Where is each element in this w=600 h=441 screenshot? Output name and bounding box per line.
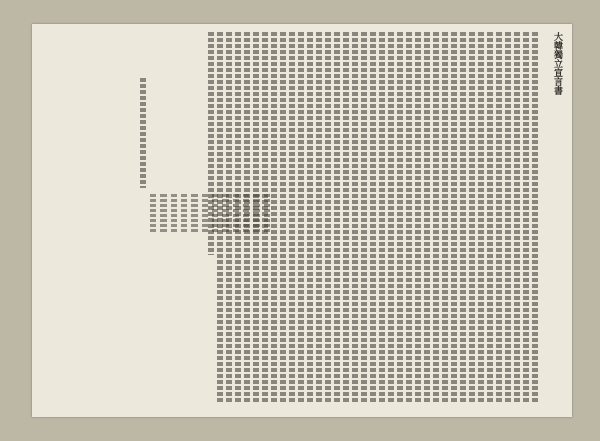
text-column [388,32,394,404]
text-column [298,32,304,404]
text-column [415,32,421,404]
text-column [505,32,511,404]
text-column [334,32,340,404]
text-column [496,32,502,404]
text-column [352,32,358,404]
text-column [478,32,484,404]
text-column [316,32,322,404]
text-column [361,32,367,404]
text-column [532,32,538,404]
text-column [460,32,466,404]
text-column [433,32,439,404]
text-column [343,32,349,404]
text-column [379,32,385,404]
signer-name [253,194,259,234]
signatories-block [150,194,270,404]
signer-name [233,194,239,234]
text-column [271,32,277,404]
document-page [32,24,572,417]
signer-name [150,194,156,234]
text-column [325,32,331,404]
text-column [487,32,493,404]
text-column [289,32,295,404]
signer-name [171,194,177,234]
text-column [442,32,448,404]
text-column [307,32,313,404]
signer-name [160,194,166,234]
signer-name [243,194,249,234]
signer-name [181,194,187,234]
text-column [523,32,529,404]
text-column [397,32,403,404]
text-column [406,32,412,404]
document-title: 大韓獨立宣言書 [552,32,562,95]
signer-name [264,194,270,234]
text-column [469,32,475,404]
text-column [370,32,376,404]
text-column [280,32,286,404]
signer-name [222,194,228,234]
signer-name [202,194,208,234]
text-column [424,32,430,404]
signer-name [191,194,197,234]
text-column [514,32,520,404]
text-column [451,32,457,404]
signer-name [212,194,218,234]
date-line [140,78,146,188]
